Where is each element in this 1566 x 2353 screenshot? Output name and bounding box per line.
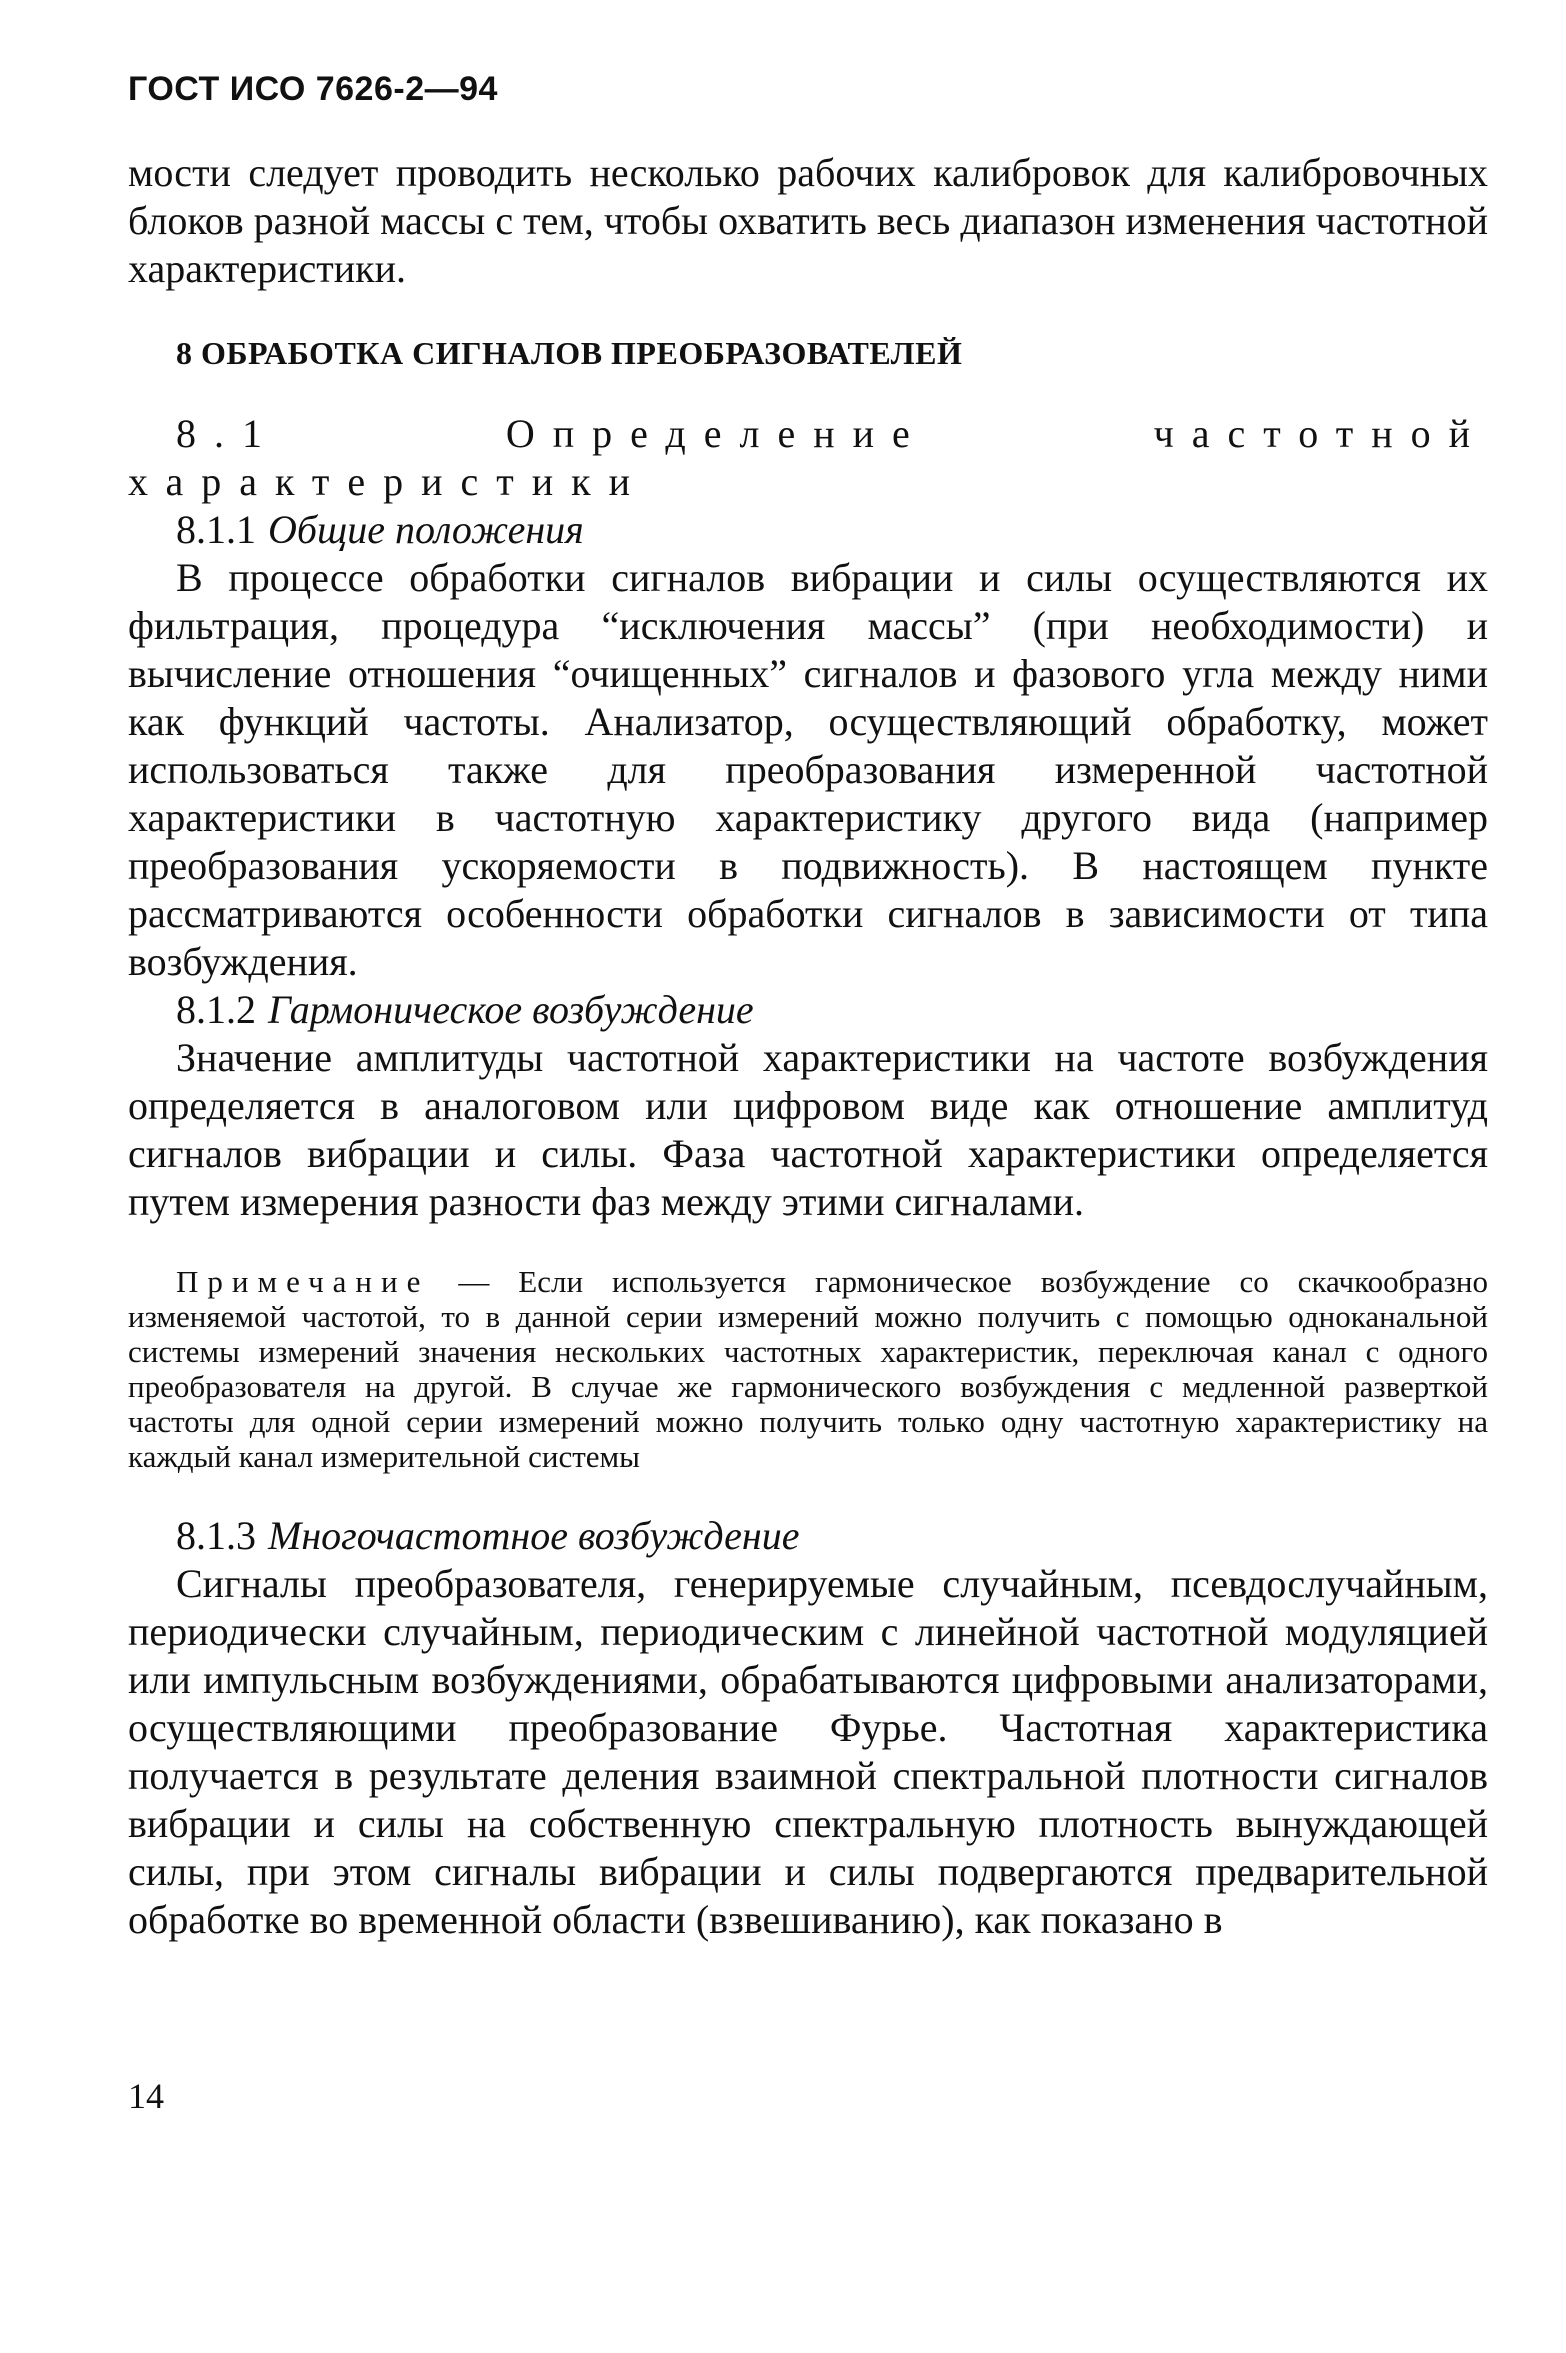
clause-title: Гармоническое возбуждение: [268, 987, 754, 1032]
note-label: Примечание: [176, 1264, 430, 1299]
clause-811-paragraph: В процессе обработки сигналов вибрации и силы осуществляются их фильтрация, процедура “исключения массы” (при необходимости) и вычисление отношения “очищенных” сигналов и фазового угла между ними как функций частоты. Анализатор, осуществляющий обработку, может использоваться также для преобразования измеренной частотной характеристики в частотную характеристику другого вида (например преобразования ускоряемости в подвижность). В настоящем пункте рассматриваются особенности обработки сигналов в зависимости от типа возбуждения.: [128, 555, 1488, 984]
section-heading: 8 ОБРАБОТКА СИГНАЛОВ ПРЕОБРАЗОВАТЕЛЕЙ: [176, 335, 963, 371]
clause-811-heading: [128, 506, 1488, 554]
clause-812-heading: [128, 986, 1488, 1034]
clause-title: Многочастотное возбуждение: [268, 1513, 800, 1558]
page-number: 14: [128, 2076, 164, 2116]
clause-813-paragraph: Сигналы преобразователя, генерируемые случайным, псевдослучайным, периодически случайным, периодическим с линейной частотной модуляцией или импульсным возбуждениями, обрабатываются цифровыми анализаторами, осуществляющими преобразование Фурье. Частотная характеристика получается в результате деления взаимной спектральной плотности сигналов вибрации и силы на собственную спектральную плотность вынуждающей силы, при этом сигналы вибрации и силы подвергаются предварительной обработке во временной области (взвешиванию), как показано в: [128, 1561, 1488, 1942]
clause-813-heading: [128, 1512, 1488, 1560]
document-identifier: ГОСТ ИСО 7626-2—94: [128, 70, 498, 108]
clause-812-paragraph: Значение амплитуды частотной характеристики на частоте возбуждения определяется в аналоговом или цифровом виде как отношение амплитуд сигналов вибрации и силы. Фаза частотной характеристики определяется путем измерения разности фаз между этими сигналами.: [128, 1035, 1488, 1224]
note-text: — Если используется гармоническое возбуждение со скачкообразно изменяемой частотой, то в данной серии измерений можно получить с помощью одноканальной системы измерений значения нескольких частотных характеристик, переключая канал с одного преобразователя на другой. В случае же гармонического возбуждения с медленной разверткой частоты для одной серии измерений можно получить только одну частотную характеристику на каждый канал измерительной системы: [128, 1264, 1488, 1474]
clause-number: 8.1.3: [176, 1513, 256, 1558]
document-page: [128, 70, 1488, 1944]
clause-title: Общие положения: [268, 507, 584, 552]
subsection-heading: 8.1 Определение частотной характеристики: [128, 411, 1488, 504]
clause-number: 8.1.2: [176, 987, 256, 1032]
note-paragraph: [128, 1264, 1488, 1474]
clause-number: 8.1.1: [176, 507, 256, 552]
continuation-paragraph: мости следует проводить несколько рабочих калибровок для калибровочных блоков разной массы с тем, чтобы охватить весь диапазон изменения частотной характеристики.: [128, 150, 1488, 291]
